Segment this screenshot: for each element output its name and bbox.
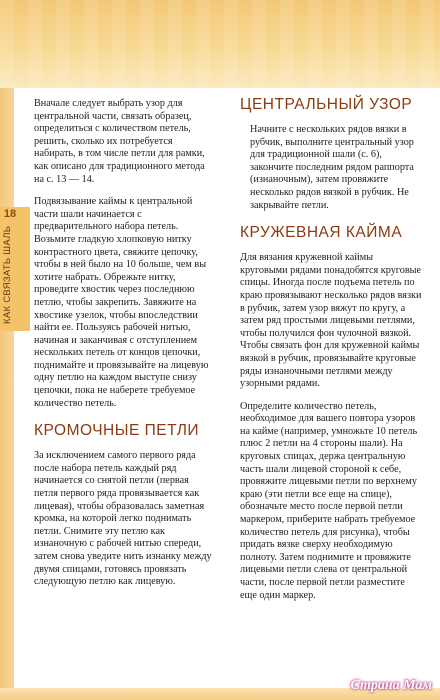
intro-paragraph: Вначале следует выбрать узор для центральной части, связать образец, определиться с количеством петель, решить, сколько их потребуется набирать, в том числе петли для рамки, как описано для традиционного метода на с. 13 — 14.: [34, 98, 205, 185]
stitch-count-paragraph: Определите количество петель, необходимое для вашего повтора узоров на кайме (например, умножьте 10 петель плюс 2 петли на 4 стороны шали). На круговых спицах, держа центральную часть шали лицевой стороной к себе, провяжите лицевыми петли по верхнему краю (эти петли все еще на спице), обозначьте место после первой петли маркером, приберите набрать требуемое количество петель для рисунка), чтобы придать вязке сверху необходимую полноту. Затем поднимите и провяжите лицевыми петли слева от центральной части, после первой петли разместите еще один маркер.: [240, 400, 418, 601]
left-margin-strip: [0, 88, 14, 700]
lace-border-paragraph: Для вязания кружевной каймы круговыми рядами понадобятся круговые спицы. Иногда после подъема петель по краю провязывают несколько рядов вязки в рубчик, затем узор вяжут по кругу, а затем ряд простыми лицевыми петлями, чтобы получился фон чулочной вязкой. Чтобы связать фон для кружевной каймы вязкой в рубчик, провязывайте круговые ряды изнаночными петлями между узорными рядами.: [240, 252, 422, 390]
binding-paragraph: Подвязывание каймы к центральной части шали начинается с предварительного набора петель. Возьмите гладкую хлопковую нитку контрастного цвета, свяжите цепочку, чтобы в ней было на 10 больше, чем вы хотите набрать. Обрежьте нитку, проведите хвостик через последнюю петлю, чтобы закрепить. Завяжите на хвостике узелок, чтобы впоследствии найти ее. Пользуясь рабочей нитью, начиная и заканчивая с отступлением нескольких петель от концов цепочки, поднимайте и провязывайте на лицевую одну петлю на каждом выступе снизу цепочки, пока не наберете требуемое количество петель.: [34, 196, 209, 409]
central-pattern-paragraph: Начните с нескольких рядов вязки в рубчик, выполните центральный узор для традиционной шали (с. 6), закончите последним рядом раппорта (изнаночным), затем провяжите несколько рядов вязкой в рубчик. Не закрывайте петли.: [250, 124, 414, 211]
heading-lace-border: КРУЖЕВНАЯ КАЙМА: [240, 224, 403, 242]
page-number: 18: [3, 208, 17, 220]
heading-edge-stitches: КРОМОЧНЫЕ ПЕТЛИ: [34, 422, 200, 440]
top-decorative-band: [0, 0, 440, 88]
watermark-logo: Страна Мам: [350, 678, 432, 693]
left-column: [34, 98, 214, 599]
band-sheen: [0, 0, 440, 88]
edge-stitches-paragraph: За исключением самого первого ряда после набора петель каждый ряд начинается со снятой петли (первая петля первого ряда провязывается как лицевая), чтобы образовалась заметная кромка, на которой легко поднимать петли. Снимите эту петлю как изнаночную с рабочей нитью спереди, затем снова уведите нить изнанку между двумя спицами, готовясь провязать следующую петлю как лицевую.: [34, 450, 212, 588]
section-label: КАК СВЯЗАТЬ ШАЛЬ: [2, 225, 13, 324]
right-column: [240, 96, 422, 612]
heading-central-pattern: ЦЕНТРАЛЬНЫЙ УЗОР: [240, 96, 413, 113]
